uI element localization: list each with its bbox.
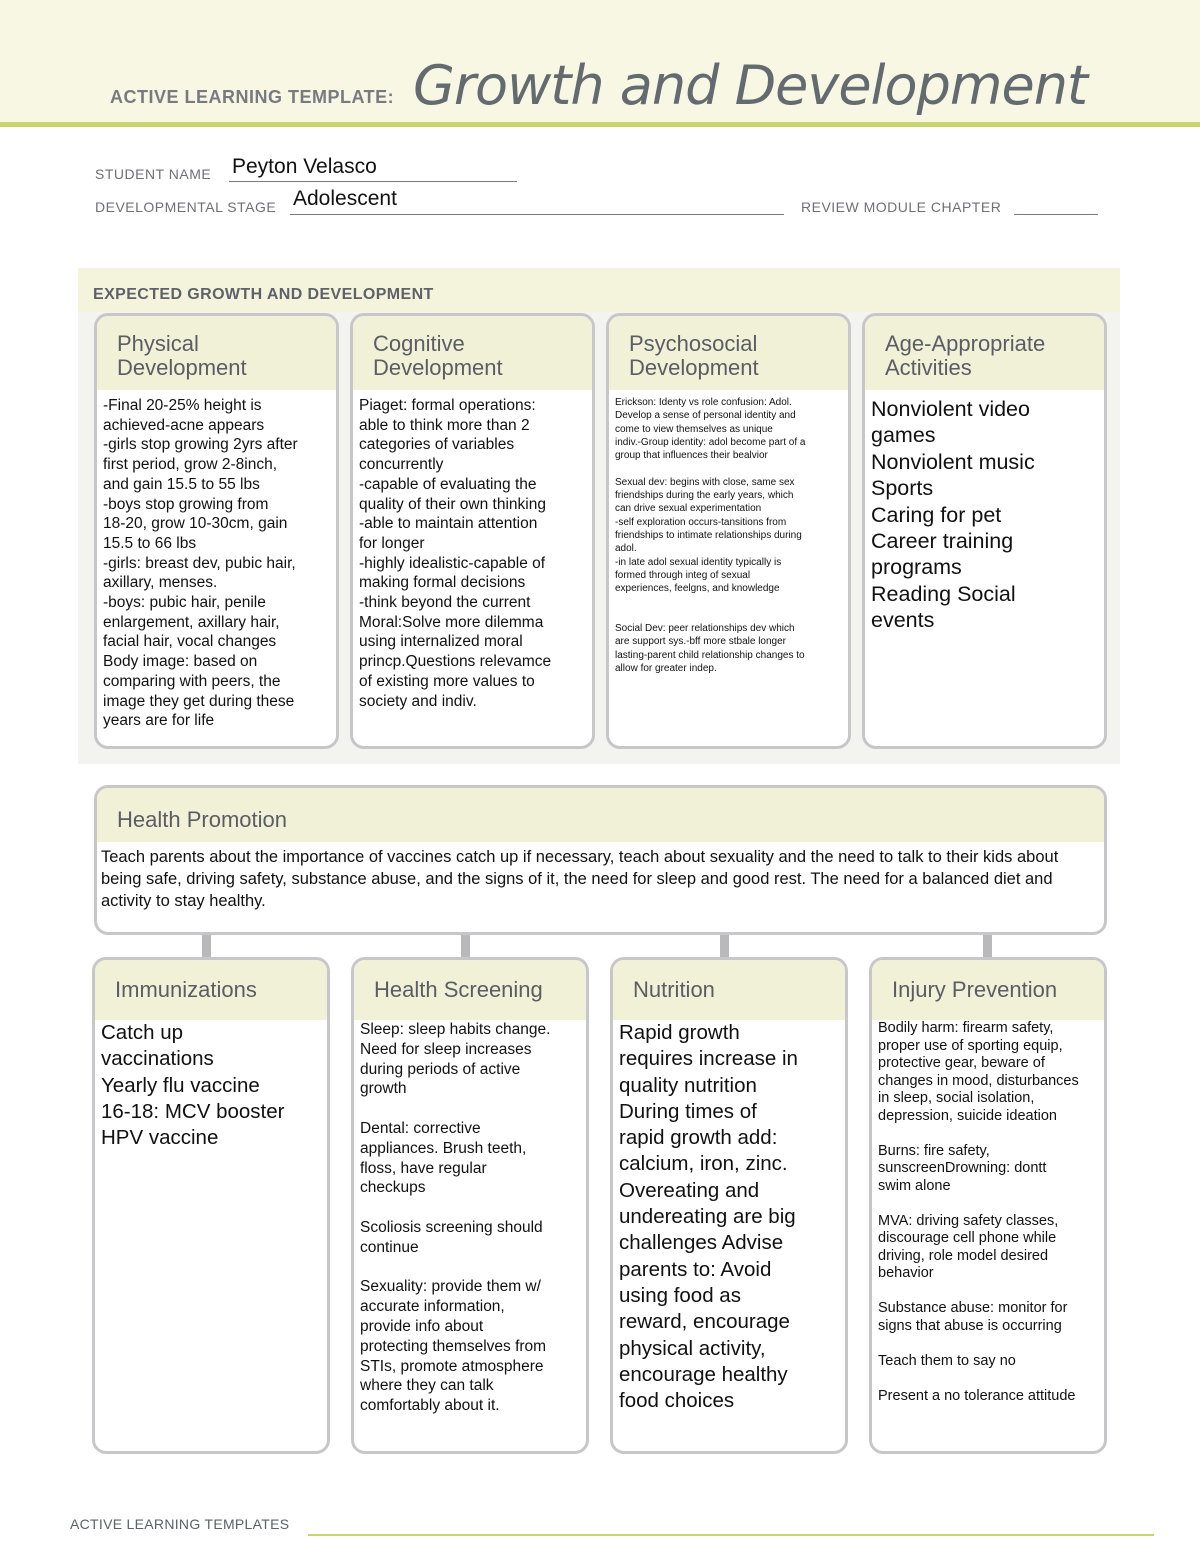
developmental-stage-label: DEVELOPMENTAL STAGE: [95, 199, 277, 215]
health-promotion-text: Teach parents about the importance of vaccines catch up if necessary, teach about sexuality and the need to talk to their kids about being safe, driving safety, substance abuse, and the signs of it, the need for sleep and good rest. The need for a balanced diet and activity to stay healthy.: [101, 848, 1059, 910]
psychosocial-development-card: [606, 313, 851, 749]
health-screening-card: [351, 957, 589, 1454]
review-module-label: REVIEW MODULE CHAPTER: [801, 199, 1002, 215]
age-appropriate-activities-title: Age-Appropriate Activities: [865, 316, 1104, 390]
connector: [983, 935, 992, 957]
template-label: ACTIVE LEARNING TEMPLATE:: [110, 87, 395, 107]
nutrition-card: [610, 957, 848, 1454]
cognitive-development-text: Piaget: formal operations: able to think more than 2 categories of variables concurrently -capable of evaluating the quality of their own thinking -able to maintain attention for longer -highly idealistic-capable of making formal decisions -think beyond the current Moral:Solve more dilemma using internalized moral princp.Questions relevamce of existing more values to society and indiv.: [359, 397, 552, 710]
physical-development-text: -Final 20-25% height is achieved-acne appears -girls stop growing 2yrs after first period, grow 2-8inch, and gain 15.5 to 55 lbs -boys stop growing from 18-20, grow 10-30cm, gain 15.5 to 66 lbs -girls: breast dev, pubic hair, axillary, menses. -boys: pubic hair, penile enlargement, axillary hair, facial hair, vocal changes Body image: based on comparing with peers, the image they get during these years are for life: [103, 397, 298, 730]
physical-development-card: [94, 313, 339, 749]
developmental-stage-field[interactable]: Adolescent: [293, 187, 397, 210]
age-appropriate-activities-text: Nonviolent video games Nonviolent music Sports Caring for pet Career training programs Reading Social events: [871, 397, 1035, 633]
header-accent-line: [0, 122, 1200, 127]
connector: [461, 935, 470, 957]
physical-development-title: Physical Development: [97, 316, 336, 390]
health-promotion-title: Health Promotion: [97, 788, 1104, 842]
health-promotion-card: [94, 785, 1107, 935]
psychosocial-development-title: Psychosocial Development: [609, 316, 848, 390]
review-module-underline: [1014, 213, 1098, 215]
template-title: Growth and Development: [413, 54, 1088, 117]
psychosocial-development-text: Erickson: Identy vs role confusion: Adol. Develop a sense of personal identity and come to view themselves as unique indiv.-Group identity: adol become part of a group that influences their bealvior Sexual dev: begins with close, same sex friendships during the early years, which can drive sexual experimentation -self exploration occurs-tansitions from friendships to intimate relationships during adol. -in late adol sexual identity typically is formed through integ of sexual experiences, feelgns, and knowledge Social Dev: peer relationships dev which are support sys.-bff more stbale longer lasting-parent child relationship changes to allow for greater indep.: [615, 397, 806, 674]
health-screening-text: Sleep: sleep habits change. Need for sleep increases during periods of active growth Dental: corrective appliances. Brush teeth, floss, have regular checkups Scoliosis screening should continue Sexuality: provide them w/ accurate information, provide info about protecting themselves from STIs, promote atmosphere where they can talk comfortably about it.: [360, 1021, 551, 1415]
injury-prevention-title: Injury Prevention: [872, 960, 1104, 1020]
health-screening-title: Health Screening: [354, 960, 586, 1020]
injury-prevention-text: Bodily harm: firearm safety, proper use of sporting equip, protective gear, beware of changes in mood, disturbances in sleep, social isolation, depression, suicide ideation Burns: fire safety, sunscreenDrowning: dontt swim alone MVA: driving safety classes, discourage cell phone while driving, role model desired behavior Substance abuse: monitor for signs that abuse is occurring Teach them to say no Present a no tolerance attitude: [878, 1020, 1079, 1404]
nutrition-text: Rapid growth requires increase in quality nutrition During times of rapid growth add: calcium, iron, zinc. Overeating and undereating are big challenges Advise parents to: Avoid using food as reward, encourage physical activity, encourage healthy food choices: [619, 1021, 798, 1413]
cognitive-development-title: Cognitive Development: [353, 316, 592, 390]
age-appropriate-activities-card: [862, 313, 1107, 749]
immunizations-title: Immunizations: [95, 960, 327, 1020]
footer-accent-line: [308, 1534, 1154, 1536]
connector: [720, 935, 729, 957]
connector: [202, 935, 211, 957]
injury-prevention-card: [869, 957, 1107, 1454]
expected-growth-title: EXPECTED GROWTH AND DEVELOPMENT: [93, 286, 434, 303]
student-name-field[interactable]: Peyton Velasco: [232, 155, 377, 178]
student-name-label: STUDENT NAME: [95, 166, 212, 182]
footer-label: ACTIVE LEARNING TEMPLATES: [70, 1516, 290, 1532]
immunizations-text: Catch up vaccinations Yearly flu vaccine 16-18: MCV booster HPV vaccine: [101, 1021, 285, 1150]
student-name-underline: [229, 180, 517, 182]
immunizations-card: [92, 957, 330, 1454]
nutrition-title: Nutrition: [613, 960, 845, 1020]
developmental-stage-underline: [290, 213, 784, 215]
cognitive-development-card: [350, 313, 595, 749]
